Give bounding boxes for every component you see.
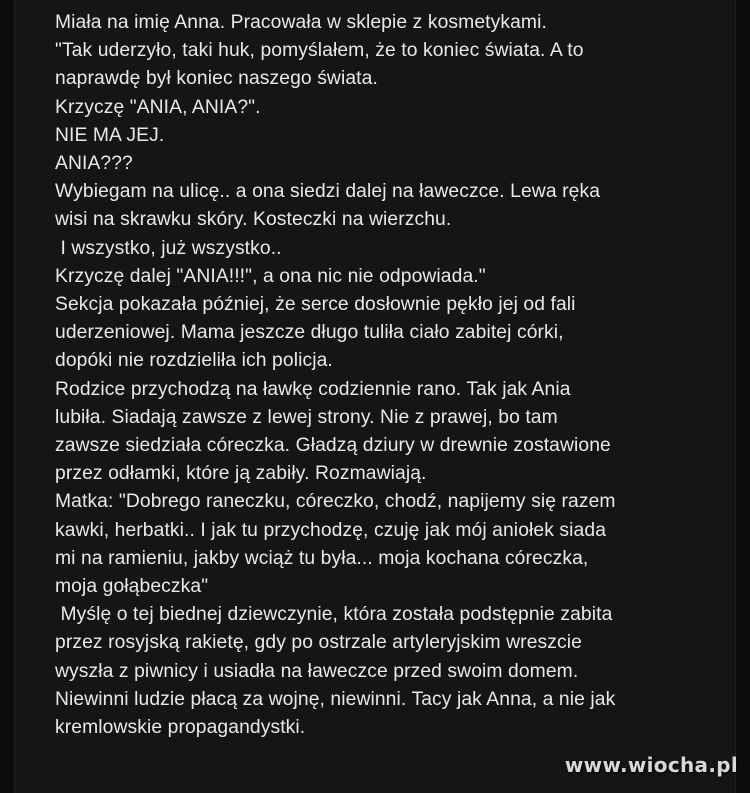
post-line: dopóki nie rozdzieliła ich policja. xyxy=(55,350,333,372)
post-line: moja gołąbeczka" xyxy=(55,576,209,598)
post-line: Matka: "Dobrego raneczku, córeczko, chodź, napijemy się razem xyxy=(55,491,616,513)
post-line: wisi na skrawku skóry. Kosteczki na wierzchu. xyxy=(55,209,452,231)
post-text xyxy=(55,9,735,742)
post-line: Niewinni ludzie płacą za wojnę, niewinni. Tacy jak Anna, a nie jak xyxy=(55,688,616,710)
post-line: przez rosyjską rakietę, gdy po ostrzale artyleryjskim wreszcie xyxy=(55,632,582,654)
post-line: ANIA??? xyxy=(55,153,133,175)
post-line: Krzyczę dalej "ANIA!!!", a ona nic nie odpowiada." xyxy=(55,265,486,287)
post-card xyxy=(14,0,736,793)
post-line: lubiła. Siadają zawsze z lewej strony. Nie z prawej, bo tam xyxy=(55,406,558,428)
post-line: zawsze siedziała córeczka. Gładzą dziury w drewnie zostawione xyxy=(55,435,611,457)
post-line: wyszła z piwnicy i usiadła na ławeczce przed swoim domem. xyxy=(55,660,579,682)
post-line: I wszystko, już wszystko.. xyxy=(55,237,282,259)
post-line: uderzeniowej. Mama jeszcze długo tuliła ciało zabitej córki, xyxy=(55,322,564,344)
post-line: NIE MA JEJ. xyxy=(55,124,165,146)
post-line: "Tak uderzyło, taki huk, pomyślałem, że to koniec świata. A to xyxy=(55,40,584,62)
post-line: mi na ramieniu, jakby wciąż tu była... moja kochana córeczka, xyxy=(55,547,589,569)
post-line: naprawdę był koniec naszego świata. xyxy=(55,68,378,90)
post-line: kawki, herbatki.. I jak tu przychodzę, czuję jak mój aniołek siada xyxy=(55,519,607,541)
post-line: Myślę o tej biednej dziewczynie, która została podstępnie zabita xyxy=(55,604,613,626)
site-watermark: www.wiocha.pl xyxy=(564,753,738,777)
post-line: Sekcja pokazała później, że serce dosłownie pękło jej od fali xyxy=(55,294,576,316)
post-line: Krzyczę "ANIA, ANIA?". xyxy=(55,96,261,118)
post-line: Miała na imię Anna. Pracowała w sklepie z kosmetykami. xyxy=(55,12,547,33)
post-line: Wybiegam na ulicę.. a ona siedzi dalej na ławeczce. Lewa ręka xyxy=(55,181,601,203)
post-line: przez odłamki, które ją zabiły. Rozmawiają. xyxy=(55,463,427,485)
post-line: Rodzice przychodzą na ławkę codziennie rano. Tak jak Ania xyxy=(55,378,571,400)
post-line: kremlowskie propagandystki. xyxy=(55,717,306,739)
